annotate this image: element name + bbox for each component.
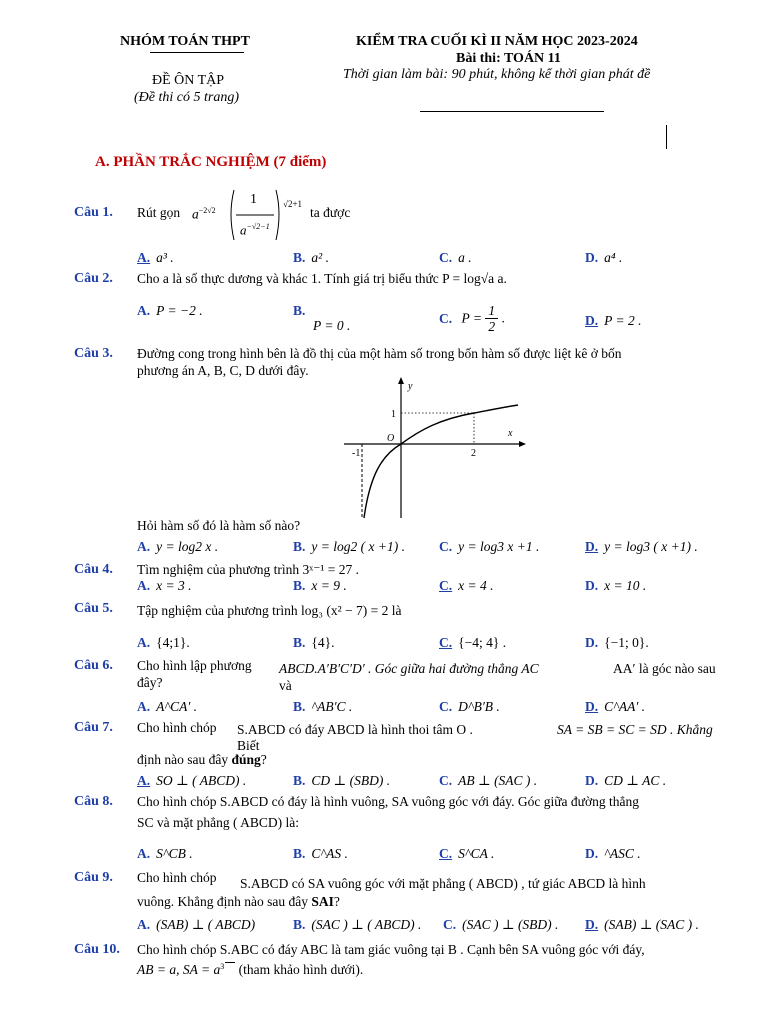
y-axis-label: y [408,381,413,392]
answer-option-d[interactable]: D. (SAB) ⊥ (SAC ) . [585,917,699,932]
answer-option-b[interactable]: B. a² . [293,250,329,265]
answer-option-a[interactable]: A. x = 3 . [137,578,192,593]
question-text: Cho a là số thực dương và khác 1. Tính giá trị biểu thức P = log√a a. [137,271,507,286]
fraction: $\frac{1}{2}$ [485,303,498,334]
question-text-line2: AB = a, SA = $a^3$ (tham khảo hình dưới). [137,962,364,977]
exam-title: KIỂM TRA CUỐI KÌ II NĂM HỌC 2023-2024 [356,34,638,49]
answer-option-b-label[interactable]: B. [293,303,306,318]
fraction-numerator: 1 [250,192,257,207]
answer-option-a[interactable]: A. A^CA′ . [137,699,198,714]
question-text-line2: định nào sau đây đúng? [137,752,267,767]
question-number: Câu 4. [74,562,113,577]
answer-option-c[interactable]: C. a . [439,250,472,265]
answer-option-d[interactable]: D. x = 10 . [585,578,647,593]
answer-option-d[interactable]: D. {−1; 0}. [585,635,649,650]
section-title: A. PHẦN TRẮC NGHIỆM (7 điểm) [95,154,327,170]
exam-type: ĐỀ ÔN TẬP [152,73,225,88]
sqrt-bar [225,962,235,971]
answer-option-b[interactable]: B. CD ⊥ (SBD) . [293,773,391,788]
header-left-rule [150,52,244,53]
question-text-a2: đây? [137,675,163,690]
answer-option-a[interactable]: A. S^CB . [137,846,193,861]
function-curve [364,405,518,518]
answer-option-c[interactable]: C. x = 4 . [439,578,494,593]
log-function-graph [340,375,530,520]
question-text-c: SA = SB = SC = SD . Khẳng [557,722,713,737]
answer-option-b[interactable]: B. y = log2 ( x +1) . [293,539,405,554]
tick-y: 1 [391,409,396,420]
question-text-line1: Cho hình chóp S.ABCD có đáy là hình vuông, SA vuông góc với đáy. Góc giữa đường thẳng [137,794,639,809]
question-prompt: Hỏi hàm số đó là hàm số nào? [137,518,301,533]
answer-option-c[interactable]: C. P = $\frac{1}{2}$ . [439,303,505,334]
answer-option-a[interactable]: A. P = −2 . [137,303,203,318]
question-text-line2: phương án A, B, C, D dưới đây. [137,363,309,378]
outer-exponent: √2+1 [283,199,303,209]
answer-option-b[interactable]: B. x = 9 . [293,578,347,593]
question-text-line2: vuông. Khẳng định nào sau đây SAI? [137,894,340,909]
answer-option-a[interactable]: A. (SAB) ⊥ ( ABCD) [137,917,256,932]
question-number: Câu 9. [74,870,113,885]
text-cursor-bar [666,125,667,149]
x-axis-label: x [508,428,513,439]
tick-x-neg: -1 [352,448,361,459]
question-text-a: Cho hình lập phương [137,658,252,673]
header-right-rule [420,111,604,112]
answer-option-c[interactable]: C. {−4; 4} . [439,635,507,650]
answer-option-d[interactable]: D. y = log3 ( x +1) . [585,539,698,554]
question-number: Câu 3. [74,346,113,361]
fraction-denominator: $a^{-√2-1}$ [240,222,270,238]
question-text-b: S.ABCD có SA vuông góc với mặt phẳng ( ABCD) , tứ giác ABCD là hình [240,876,646,891]
answer-option-d[interactable]: D. P = 2 . [585,313,642,328]
answer-option-d[interactable]: D. C^AA′ . [585,699,646,714]
answer-option-d[interactable]: D. ^ASC . [585,846,641,861]
question-text-a: Cho hình chóp [137,870,217,885]
question-number: Câu 8. [74,794,113,809]
answer-option-c[interactable]: C. D^B′B . [439,699,500,714]
question-number: Câu 10. [74,942,120,957]
answer-option-a[interactable]: A. {4;1}. [137,635,190,650]
question-number: Câu 6. [74,658,113,673]
question-text: Rút gọn [137,205,181,220]
question-text-end: ta được [310,205,351,220]
x-axis-arrow-icon [519,441,526,447]
question-text-line1: Cho hình chóp S.ABC có đáy ABC là tam giác vuông tại B . Cạnh bên SA vuông góc với đáy, [137,942,645,957]
answer-option-c[interactable]: C. y = log3 x +1 . [439,539,540,554]
question-text-line1: Đường cong trong hình bên là đồ thị của một hàm số trong bốn hàm số được liệt kê ở bốn [137,346,622,361]
question-number: Câu 1. [74,205,113,220]
answer-option-b[interactable]: B. (SAC ) ⊥ ( ABCD) . [293,917,422,932]
question-number: Câu 5. [74,601,113,616]
answer-option-b[interactable]: P = 0 . [313,318,351,333]
question-text: Tập nghiệm của phương trình log₃ (x² − 7) = 2 là [137,603,402,618]
question-text-a: Cho hình chóp [137,720,217,735]
time-note: Thời gian làm bài: 90 phút, không kể thời gian phát đề [343,67,651,82]
question-number: Câu 7. [74,720,113,735]
answer-option-a[interactable]: A. a³ . [137,250,174,265]
fraction-expression [226,186,284,244]
question-text-b: S.ABCD có đáy ABCD là hình thoi tâm O . [237,722,473,737]
question-text-b2: và [279,678,292,693]
origin-label: O [387,433,395,444]
question-text-c: AA′ là góc nào sau [613,661,716,676]
pages-note: (Đề thi có 5 trang) [134,90,239,105]
answer-option-a[interactable]: A. y = log2 x . [137,539,219,554]
answer-option-d[interactable]: D. a⁴ . [585,250,623,265]
school-group: NHÓM TOÁN THPT [120,34,250,49]
question-text-line2: SC và mặt phẳng ( ABCD) là: [137,815,299,830]
exam-subject: Bài thi: TOÁN 11 [456,51,561,66]
question-text: Tìm nghiệm của phương trình 3ˣ⁻¹ = 27 . [137,562,359,577]
answer-option-a[interactable]: A. SO ⊥ ( ABCD) . [137,773,247,788]
math-expression: $a^{-2√2}$ [192,206,216,222]
answer-option-c[interactable]: C. S^CA . [439,846,495,861]
question-number: Câu 2. [74,271,113,286]
answer-option-b[interactable]: B. ^AB′C . [293,699,353,714]
answer-option-c[interactable]: C. (SAC ) ⊥ (SBD) . [443,917,559,932]
question-text-b2: Biết [237,738,260,753]
y-axis-arrow-icon [398,377,404,384]
answer-option-d[interactable]: D. CD ⊥ AC . [585,773,667,788]
question-text-b: ABCD.A′B′C′D′ . Góc giữa hai đường thẳng AC [279,661,539,676]
tick-x-pos: 2 [471,448,476,459]
answer-option-c[interactable]: C. AB ⊥ (SAC ) . [439,773,538,788]
answer-option-b[interactable]: B. C^AS . [293,846,348,861]
answer-option-b[interactable]: B. {4}. [293,635,335,650]
